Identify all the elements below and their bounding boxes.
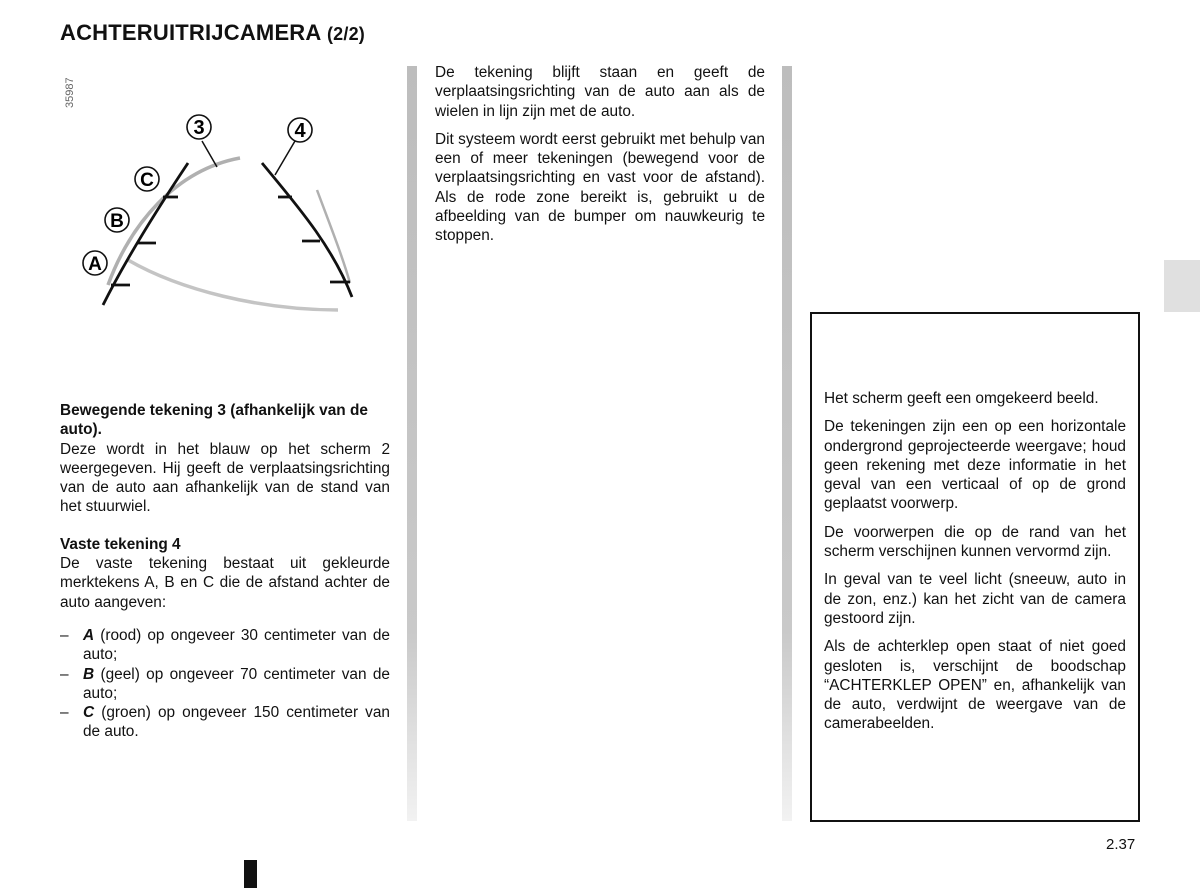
label-c-circle — [135, 167, 159, 191]
moving-guideline-curve-bottom — [128, 260, 338, 310]
label-3-text: 3 — [193, 117, 205, 139]
list-dash: – — [60, 626, 69, 644]
list-item — [60, 703, 390, 742]
page-title — [60, 20, 365, 46]
label-a-text: A — [88, 254, 102, 275]
moving-guideline-curve-right — [317, 190, 350, 283]
middle-column — [435, 63, 765, 255]
note-paragraph: Als de achterklep open staat of niet goed gesloten is, verschijnt de boodschap “ACHTERKLEP OPEN” en, afhankelijk van de auto, verdwijnt de weergave van de camerabeelden. — [824, 638, 1126, 733]
moving-guideline-text: Deze wordt in het blauw op het scherm 2 weergegeven. Hij geeft de verplaatsingsrichting van de auto aan afhankelijk van de stand van het stuurwiel. — [60, 440, 390, 516]
distance-marker-list — [60, 626, 390, 742]
left-column — [60, 401, 390, 742]
marker-description: (geel) op ongeveer 70 centimeter van de auto; — [83, 665, 390, 702]
label-a-circle — [83, 251, 107, 275]
marker-letter: B — [83, 665, 95, 683]
middle-paragraph: De tekening blijft staan en geeft de verplaatsingsrichting van de auto aan als de wielen in lijn zijn met de auto. — [435, 64, 765, 120]
note-paragraph: De voorwerpen die op de rand van het scherm verschijnen kunnen vervormd zijn. — [824, 523, 1126, 561]
note-box — [810, 312, 1140, 822]
label-4-circle — [288, 118, 312, 142]
note-paragraph: In geval van te veel licht (sneeuw, auto in de zon, enz.) kan het zicht van de camera gestoord zijn. — [824, 571, 1126, 627]
column-divider-bar — [407, 66, 417, 821]
list-item — [60, 626, 390, 665]
page-number: 2.37 — [1106, 836, 1136, 853]
moving-guideline-section — [60, 401, 390, 517]
list-dash: – — [60, 704, 69, 722]
marker-description: (groen) op ongeveer 150 centimeter van de auto. — [83, 704, 390, 741]
list-dash: – — [60, 665, 69, 683]
label-b-circle — [105, 208, 129, 232]
chapter-tab — [1164, 260, 1200, 312]
print-crop-mark — [244, 860, 257, 888]
list-item — [60, 665, 390, 704]
camera-guideline-diagram — [70, 105, 370, 325]
label-b-text: B — [110, 211, 124, 232]
note-paragraph: De tekeningen zijn een op een horizontale ondergrond geprojecteerde weergave; houd geen rekening met deze informatie in het geval van een verticaal of op de grond geplaatst voorwerp. — [824, 418, 1126, 513]
fixed-guideline-right — [262, 163, 352, 297]
marker-letter: A — [83, 626, 95, 644]
column-divider-bar — [782, 66, 792, 821]
page-title-main: ACHTERUITRIJCAMERA — [60, 20, 321, 45]
page-title-suffix: (2/2) — [326, 24, 365, 44]
note-content — [824, 389, 1126, 743]
marker-letter: C — [83, 704, 95, 722]
marker-description: (rood) op ongeveer 30 centimeter van de auto; — [83, 626, 390, 664]
figure-code: 35987 — [64, 77, 76, 108]
leader-line-4 — [275, 141, 295, 175]
label-4-text: 4 — [294, 120, 306, 142]
note-paragraph: Het scherm geeft een omgekeerd beeld. — [824, 390, 1099, 407]
leader-line-3 — [202, 141, 217, 167]
fixed-guideline-heading: Vaste tekening 4 — [60, 535, 181, 553]
fixed-guideline-section — [60, 535, 390, 612]
moving-guideline-heading: Bewegende tekening 3 (afhankelijk van de auto). — [60, 402, 368, 439]
middle-paragraph: Dit systeem wordt eerst gebruikt met behulp van een of meer tekeningen (bewegend voor de verplaatsingsrichting en vast voor de afstand). Als de rode zone bereikt is, gebruikt u de afbeelding van de bumper om nauwkeurig te stoppen. — [435, 130, 765, 245]
label-c-text: C — [140, 170, 154, 191]
label-3-circle — [187, 115, 211, 139]
fixed-guideline-text: De vaste tekening bestaat uit gekleurde merktekens A, B en C die de afstand achter de auto aangeven: — [60, 555, 390, 611]
